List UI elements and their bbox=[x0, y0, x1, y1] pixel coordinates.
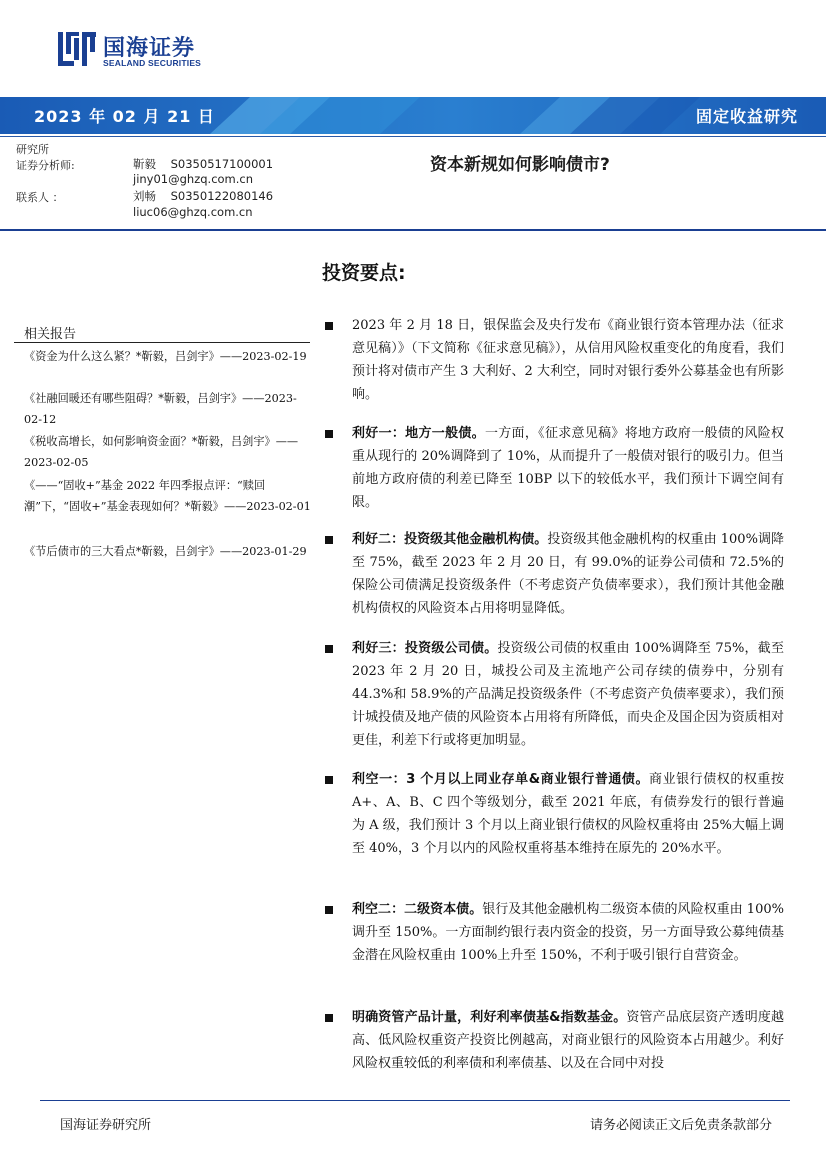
key-point: 明确资管产品计量，利好利率债基&指数基金。资管产品底层资产透明度越高、低风险权重资产投资比例越高，对商业银行的风险资本占用越少。利好风险权重较低的利率债和利率债基、以及在合同中对投 bbox=[352, 1010, 784, 1071]
contact-info bbox=[133, 188, 273, 204]
related-report-item[interactable]: 《——“固收+”基金 2022 年四季报点评：“赎回潮”下，“固收+”基金表现如何？*靳毅》——2023-02-01 bbox=[24, 479, 311, 513]
bullet-square-icon bbox=[325, 1014, 333, 1022]
related-report-item[interactable]: 《社融回暖还有哪些阻碍？*靳毅，吕剑宇》——2023-02-12 bbox=[24, 392, 297, 426]
contact-label: 联系人 ： bbox=[16, 191, 64, 204]
brand-name-en: SEALAND SECURITIES bbox=[103, 58, 202, 68]
report-category: 固定收益研究 bbox=[695, 107, 798, 126]
analyst-code: S0350517100001 bbox=[170, 157, 274, 171]
analyst-info bbox=[133, 156, 273, 172]
contact-name: 刘畅 bbox=[133, 189, 156, 203]
header-divider bbox=[0, 229, 826, 231]
bullet-square-icon bbox=[325, 322, 333, 330]
key-point: 2023 年 2 月 18 日，银保监会及央行发布《商业银行资本管理办法（征求意见稿）》（下文简称《征求意见稿》），从信用风险权重变化的角度看，我们预计将对债市产生 3 大利好、2 大利空，同时对银行委外公募基金也有所影响。 bbox=[352, 318, 784, 402]
analyst-email[interactable]: jiny01@ghzq.com.cn bbox=[133, 172, 254, 186]
section-heading: 投资要点: bbox=[322, 262, 406, 284]
header-banner bbox=[0, 97, 826, 134]
institute-label: 研究所 bbox=[16, 143, 49, 156]
analyst-label: 证券分析师: bbox=[16, 159, 75, 172]
related-reports-title: 相关报告 bbox=[24, 327, 77, 342]
bullet-square-icon bbox=[325, 430, 333, 438]
report-date: 2023 年 02 月 21 日 bbox=[34, 107, 215, 126]
related-reports-divider bbox=[14, 342, 310, 343]
key-point: 利空一：3 个月以上同业存单&商业银行普通债。商业银行债权的权重按 A+、A、B、C 四个等级划分，截至 2021 年底，有债券发行的银行普遍为 A 级，我们预计 3 个月以上商业银行债权的风险权重将由 25%大幅上调至 40%，3 个月以内的风险权重将基本维持在原先的 20%水平。 bbox=[352, 772, 784, 856]
sealand-logo-icon bbox=[57, 30, 97, 68]
footer-disclaimer: 请务必阅读正文后免责条款部分 bbox=[589, 1118, 772, 1133]
related-report-item[interactable]: 《税收高增长，如何影响资金面？*靳毅，吕剑宇》——2023-02-05 bbox=[24, 435, 299, 469]
banner-underline bbox=[0, 136, 826, 137]
contact-code: S0350122080146 bbox=[170, 189, 274, 203]
company-logo bbox=[57, 30, 217, 70]
bullet-square-icon bbox=[325, 776, 333, 784]
footer-divider bbox=[40, 1100, 790, 1101]
related-report-item[interactable]: 《节后债市的三大看点*靳毅，吕剑宇》——2023-01-29 bbox=[24, 545, 307, 558]
report-title: 资本新规如何影响债市? bbox=[430, 155, 610, 175]
key-point: 利好三：投资级公司债。投资级公司债的权重由 100%调降至 75%，截至 2023 年 2 月 20 日，城投公司及主流地产公司存续的债券中，分别有 44.3%和 58.9%的产品满足投资级条件（不考虑资产负债率要求），我们预计城投债及地产债的风险资本占用将有所降低，而央企及国企因为资质相对更佳，利差下行或将更加明显。 bbox=[352, 641, 784, 748]
key-point: 利空二：二级资本债。银行及其他金融机构二级资本债的风险权重由 100%调升至 150%。一方面制约银行表内资金的投资，另一方面导致公募纯债基金潜在风险权重由 100%上升至 150%，不利于吸引银行自营资金。 bbox=[352, 902, 784, 963]
bullet-square-icon bbox=[325, 645, 333, 653]
related-report-item[interactable]: 《资金为什么这么紧？*靳毅，吕剑宇》——2023-02-19 bbox=[24, 350, 307, 363]
key-point: 利好二：投资级其他金融机构债。投资级其他金融机构的权重由 100%调降至 75%，截至 2023 年 2 月 20 日，有 99.0%的证券公司债和 72.5%的保险公司债满足投资级条件（不考虑资产负债率要求），我们预计其他金融机构债权的风险资本占用将明显降低。 bbox=[352, 532, 784, 616]
contact-email[interactable]: liuc06@ghzq.com.cn bbox=[133, 205, 253, 219]
bullet-square-icon bbox=[325, 906, 333, 914]
footer-institute: 国海证券研究所 bbox=[60, 1118, 152, 1133]
key-point: 利好一：地方一般债。一方面，《征求意见稿》将地方政府一般债的风险权重从现行的 20%调降到了 10%，从而提升了一般债对银行的吸引力。但当前地方政府债的利差已降至 10BP 以下的较低水平，我们预计下调空间有限。 bbox=[352, 426, 784, 510]
brand-name-cn: 国海证券 bbox=[103, 36, 196, 61]
bullet-square-icon bbox=[325, 536, 333, 544]
analyst-name: 靳毅 bbox=[133, 157, 156, 171]
